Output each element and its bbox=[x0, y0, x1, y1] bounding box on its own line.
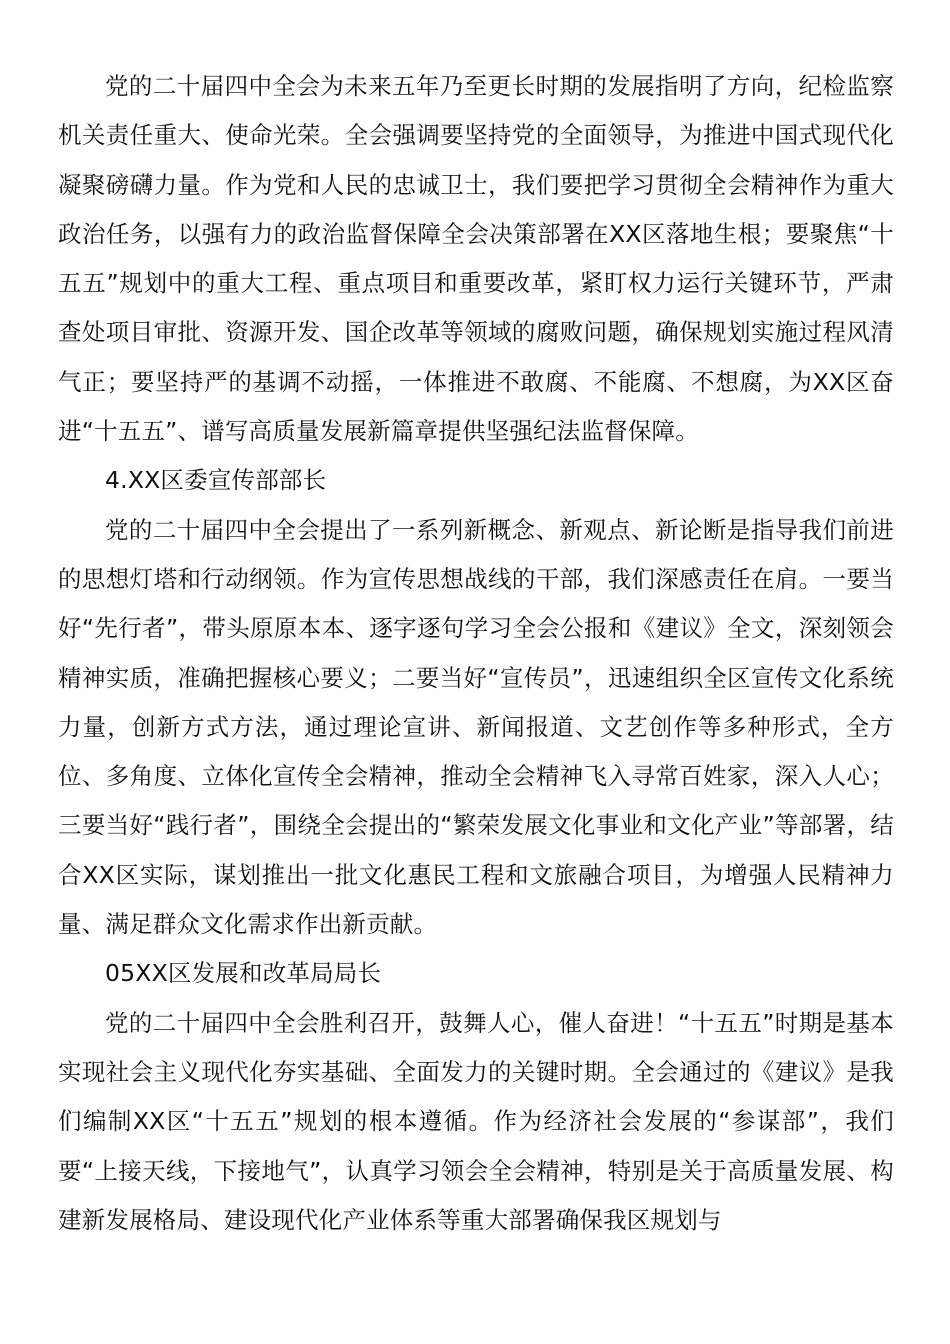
section-heading-publicity-minister: 4.XX区委宣传部部长 bbox=[105, 466, 327, 495]
paragraph-development-reform: 党的二十届四中全会胜利召开，鼓舞人心，催人奋进！“十五五”时期是基本实现社会主义现代化夯实基础、全面发力的关键时期。全会通过的《建议》是我们编制XX区“十五五”规划的根本遵循。作为经济社会发展的“参谋部”，我们要“上接天线，下接地气”，认真学习领会全会精神，特别是关于高质量发展、构建新发展格局、建设现代化产业体系等重大部署确保我区规划与 bbox=[58, 1008, 894, 1234]
paragraph-publicity: 党的二十届四中全会提出了一系列新概念、新观点、新论断是指导我们前进的思想灯塔和行动纲领。作为宣传思想战线的干部，我们深感责任在肩。一要当好“先行者”，带头原原本本、逐字逐句学习全会公报和《建议》全文，深刻领会精神实质，准确把握核心要义；二要当好“宣传员”，迅速组织全区宣传文化系统力量，创新方式方法，通过理论宣讲、新闻报道、文艺创作等多种形式，全方位、多角度、立体化宣传全会精神，推动全会精神飞入寻常百姓家，深入人心；三要当好“践行者”，围绕全会提出的“繁荣发展文化事业和文化产业”等部署，结合XX区实际，谋划推出一批文化惠民工程和文旅融合项目，为增强人民精神力量、满足群众文化需求作出新贡献。 bbox=[58, 515, 894, 939]
paragraph-discipline-inspection: 党的二十届四中全会为未来五年乃至更长时期的发展指明了方向，纪检监察机关责任重大、使命光荣。全会强调要坚持党的全面领导，为推进中国式现代化凝聚磅礴力量。作为党和人民的忠诚卫士，我们要把学习贯彻全会精神作为重大政治任务，以强有力的政治监督保障全会决策部署在XX区落地生根；要聚焦“十五五”规划中的重大工程、重点项目和重要改革，紧盯权力运行关键环节，严肃查处项目审批、资源开发、国企改革等领域的腐败问题，确保规划实施过程风清气正；要坚持严的基调不动摇，一体推进不敢腐、不能腐、不想腐，为XX区奋进“十五五”、谱写高质量发展新篇章提供坚强纪法监督保障。 bbox=[58, 72, 894, 446]
section-heading-development-reform-director: 05XX区发展和改革局局长 bbox=[105, 959, 382, 988]
document-page bbox=[58, 62, 894, 1245]
